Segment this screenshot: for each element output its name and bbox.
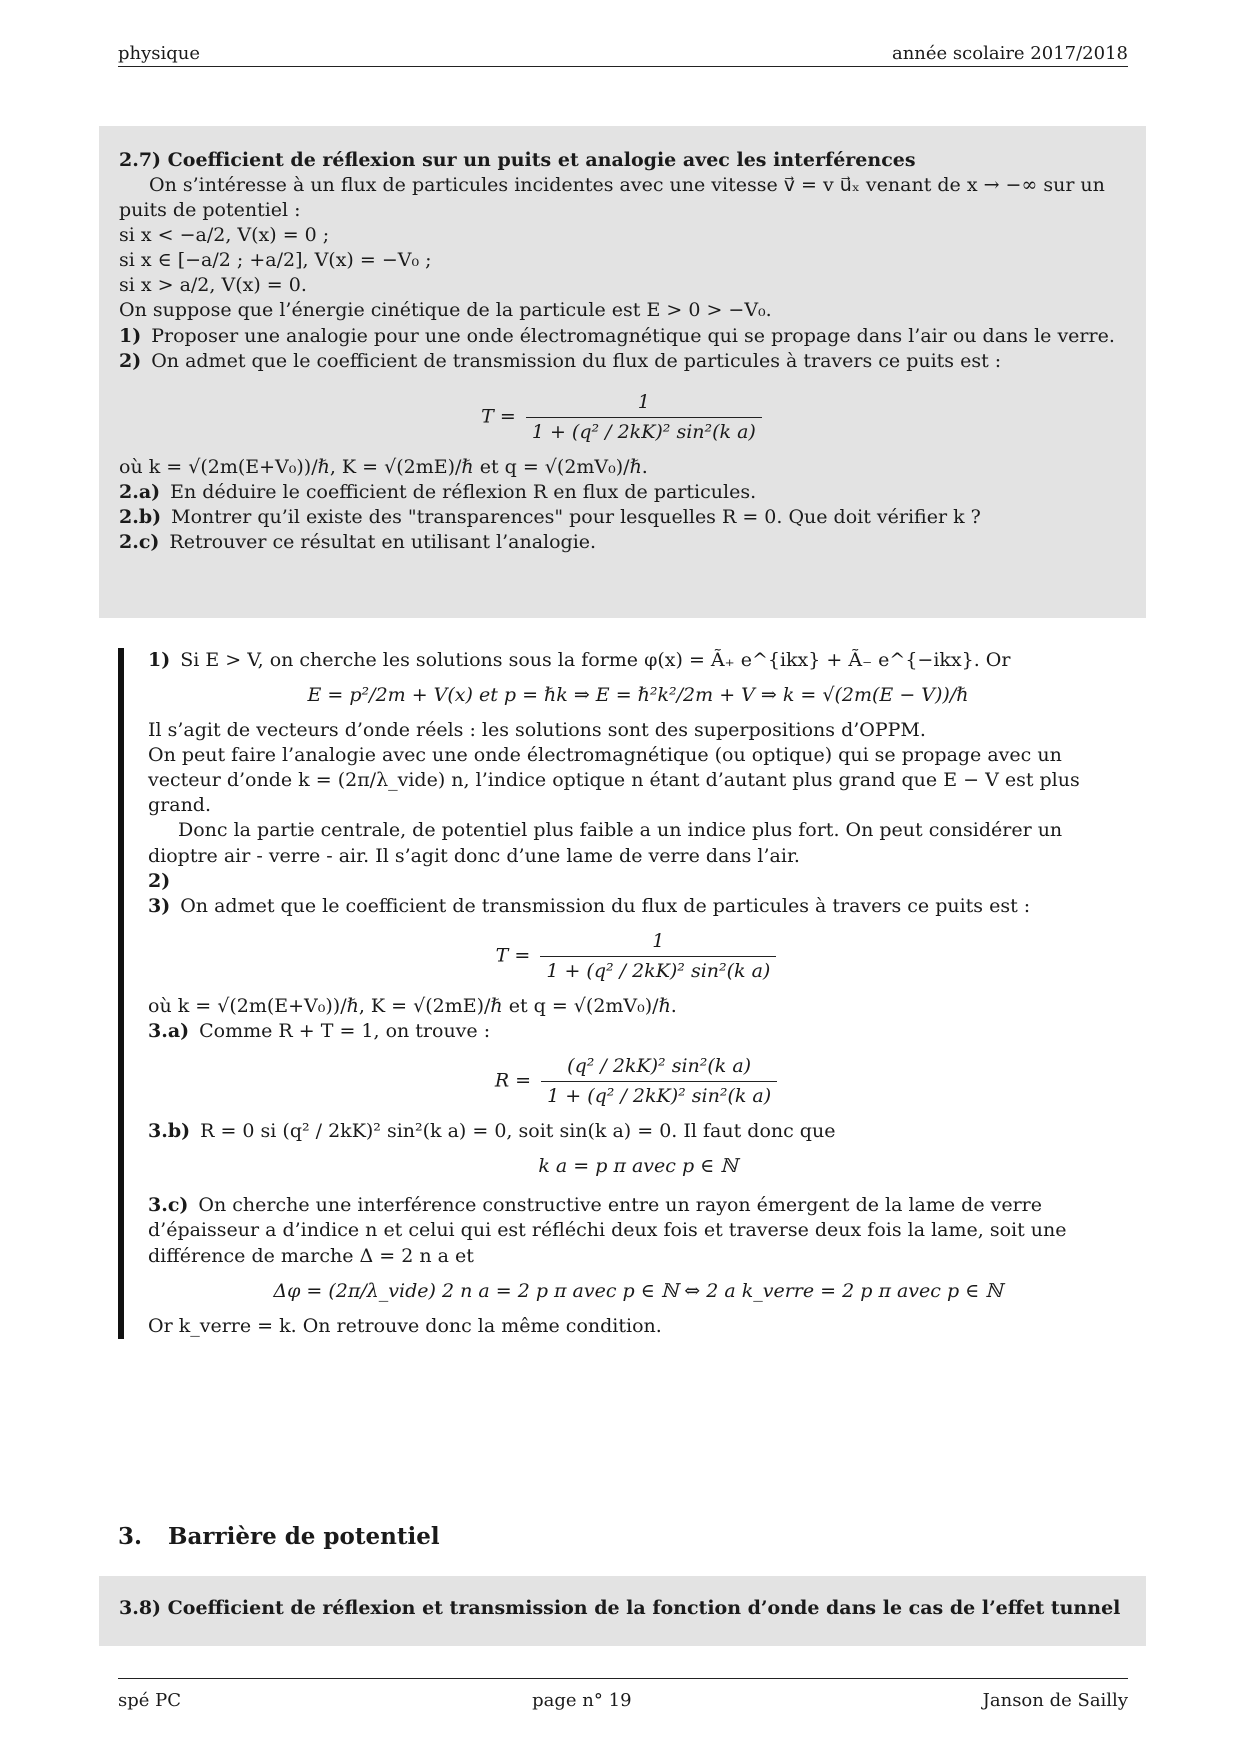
exercise-2-title: 3.8) Coefficient de réflexion et transmission de la fonction d’onde dans le cas de l’effet tunnel xyxy=(119,1597,1121,1619)
solution-3b: 3.b) R = 0 si (q² / 2kK)² sin²(k a) = 0, soit sin(k a) = 0. Il faut donc que xyxy=(148,1120,836,1143)
question-2a: 2.a) En déduire le coefficient de réflexion R en flux de particules. xyxy=(119,480,757,503)
transparency-condition: k a = p π avec p ∈ ℕ xyxy=(538,1155,738,1178)
definitions: où k = √(2m(E+V₀))/ℏ, K = √(2mE)/ℏ et q = √(2mV₀)/ℏ. xyxy=(119,455,648,478)
exercise-intro: On s’intéresse à un flux de particules incidentes avec une vitesse v⃗ = v u⃗ₓ venant de x → −∞ sur un puits de potentiel : xyxy=(119,174,1105,222)
question-1: 1) Proposer une analogie pour une onde électromagnétique qui se propage dans l’air ou dans le verre. xyxy=(119,324,1115,347)
condition-1: si x < −a/2, V(x) = 0 ; xyxy=(119,224,330,247)
solution-p3: Donc la partie centrale, de potentiel plus faible a un indice plus fort. On peut considérer un dioptre air - verre - air. Il s’agit donc d’une lame de verre dans l’air. xyxy=(148,819,1063,867)
solution-3a: 3.a) Comme R + T = 1, on trouve : xyxy=(148,1020,491,1043)
reflection-formula: R = $\frac{\text{(q² / 2kK)² sin²(k a)}}{\text{1 + (q² / 2kK)² sin²(k a)}}$ xyxy=(148,1054,1128,1109)
phase-condition: Δφ = (2π/λ_vide) 2 n a = 2 p π avec p ∈ ℕ ⇔ 2 a k_verre = 2 p π avec p ∈ ℕ xyxy=(273,1279,1003,1302)
solution-2: 2) xyxy=(148,869,171,892)
assumption: On suppose que l’énergie cinétique de la particule est E > 0 > −V₀. xyxy=(119,299,772,322)
condition-3: si x > a/2, V(x) = 0. xyxy=(119,274,307,297)
solution-final: Or k_verre = k. On retrouve donc la même condition. xyxy=(148,1314,662,1337)
energy-equation: E = p²/2m + V(x) et p = ℏk ⇒ E = ℏ²k²/2m + V ⇒ k = √(2m(E − V))/ℏ xyxy=(307,684,969,707)
exercise-2-box xyxy=(99,1576,1146,1646)
solution-transmission-formula: T = $\frac{1}{\text{1 + (q² / 2kK)² sin²(k a)}}$ xyxy=(148,929,1128,984)
solution-1: 1) Si E > V, on cherche les solutions sous la forme φ(x) = Ã₊ e^{ikx} + Ã₋ e^{−ikx}. Or xyxy=(148,649,1011,671)
page-footer xyxy=(118,1678,1128,1713)
solution-p2: On peut faire l’analogie avec une onde électromagnétique (ou optique) qui se propage avec un vecteur d’onde k = (2π/λ_vide) n, l’indice optique n étant d’autant plus grand que E − V est plus grand. xyxy=(148,744,1080,817)
question-2b: 2.b) Montrer qu’il existe des "transparences" pour lesquelles R = 0. Que doit vérifier k ? xyxy=(119,506,981,529)
solution-block xyxy=(118,648,1128,1339)
exercise-box xyxy=(99,126,1146,618)
header-subject: physique xyxy=(118,43,201,64)
condition-2: si x ∈ [−a/2 ; +a/2], V(x) = −V₀ ; xyxy=(119,249,432,272)
question-2c: 2.c) Retrouver ce résultat en utilisant l’analogie. xyxy=(119,531,597,554)
footer-class: spé PC xyxy=(118,1690,182,1711)
exercise-title: 2.7) Coefficient de réflexion sur un puits et analogie avec les interférences xyxy=(119,149,916,171)
section-heading: 3. Barrière de potentiel xyxy=(118,1523,440,1550)
header-year: année scolaire 2017/2018 xyxy=(891,43,1128,64)
solution-3c: 3.c) On cherche une interférence constructive entre un rayon émergent de la lame de verre d’épaisseur a d’indice n et celui qui est réfléchi deux fois et traverse deux fois la lame, soit une différence de marche Δ = 2 n a et xyxy=(148,1194,1067,1267)
transmission-formula: T = $\frac{1}{\text{1 + (q² / 2kK)² sin²(k a)}}$ xyxy=(119,390,1128,445)
footer-school: Janson de Sailly xyxy=(982,1690,1128,1711)
page-header xyxy=(118,42,1128,67)
question-2: 2) On admet que le coefficient de transmission du flux de particules à travers ce puits est : xyxy=(119,349,1002,372)
solution-definitions: où k = √(2m(E+V₀))/ℏ, K = √(2mE)/ℏ et q = √(2mV₀)/ℏ. xyxy=(148,994,677,1017)
solution-p1: Il s’agit de vecteurs d’onde réels : les solutions sont des superpositions d’OPPM. xyxy=(148,719,926,742)
solution-3: 3) On admet que le coefficient de transmission du flux de particules à travers ce puits est : xyxy=(148,894,1031,917)
footer-page: page n° 19 xyxy=(532,1690,632,1711)
